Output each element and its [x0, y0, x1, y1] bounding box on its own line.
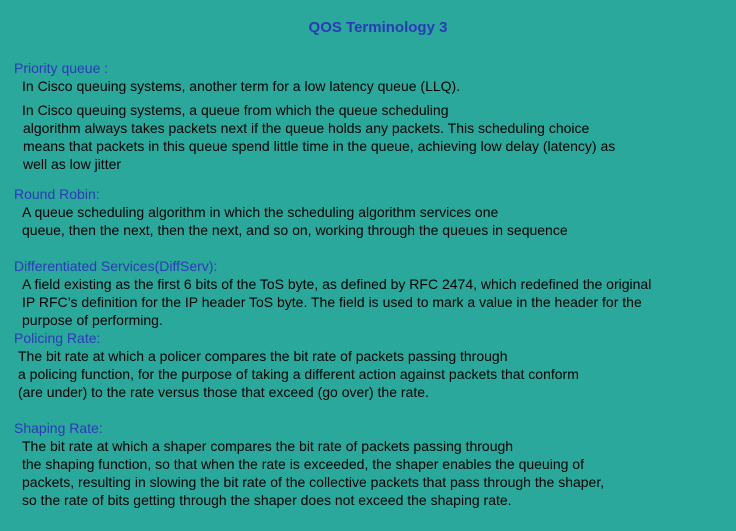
definition-line: IP RFC’s definition for the IP header ToS byte. The field is used to mark a value in the header for the — [22, 294, 642, 310]
definition-line: In Cisco queuing systems, another term for a low latency queue (LLQ). — [22, 78, 461, 94]
term-diffserv: Differentiated Services(DiffServ): — [14, 258, 218, 274]
definition-line: A queue scheduling algorithm in which the scheduling algorithm services one — [22, 204, 499, 220]
definition-line: The bit rate at which a policer compares the bit rate of packets passing through — [18, 348, 508, 364]
definition-line: packets, resulting in slowing the bit rate of the collective packets that pass through the shaper, — [22, 474, 605, 490]
term-policing-rate: Policing Rate: — [14, 330, 101, 346]
term-priority-queue: Priority queue : — [14, 60, 109, 76]
definition-line: (are under) to the rate versus those that exceed (go over) the rate. — [18, 384, 429, 400]
definition-line: so the rate of bits getting through the shaper does not exceed the shaping rate. — [22, 492, 512, 508]
definition-line: The bit rate at which a shaper compares the bit rate of packets passing through — [22, 438, 514, 454]
definition-line: the shaping function, so that when the rate is exceeded, the shaper enables the queuing of — [22, 456, 584, 472]
term-round-robin: Round Robin: — [14, 186, 100, 202]
definition-line: queue, then the next, then the next, and so on, working through the queues in sequence — [22, 222, 568, 238]
definition-line: A field existing as the first 6 bits of the ToS byte, as defined by RFC 2474, which redefined the original — [22, 276, 652, 292]
definition-line: means that packets in this queue spend little time in the queue, achieving low delay (latency) as — [23, 138, 616, 154]
definition-line: a policing function, for the purpose of taking a different action against packets that conform — [18, 366, 579, 382]
definition-line: purpose of performing. — [22, 312, 163, 328]
slide-title: QOS Terminology 3 — [308, 19, 448, 36]
definition-line: In Cisco queuing systems, a queue from which the queue scheduling — [22, 102, 449, 118]
term-shaping-rate: Shaping Rate: — [14, 420, 103, 436]
definition-line: algorithm always takes packets next if the queue holds any packets. This scheduling choice — [23, 120, 590, 136]
definition-line: well as low jitter — [23, 156, 122, 172]
